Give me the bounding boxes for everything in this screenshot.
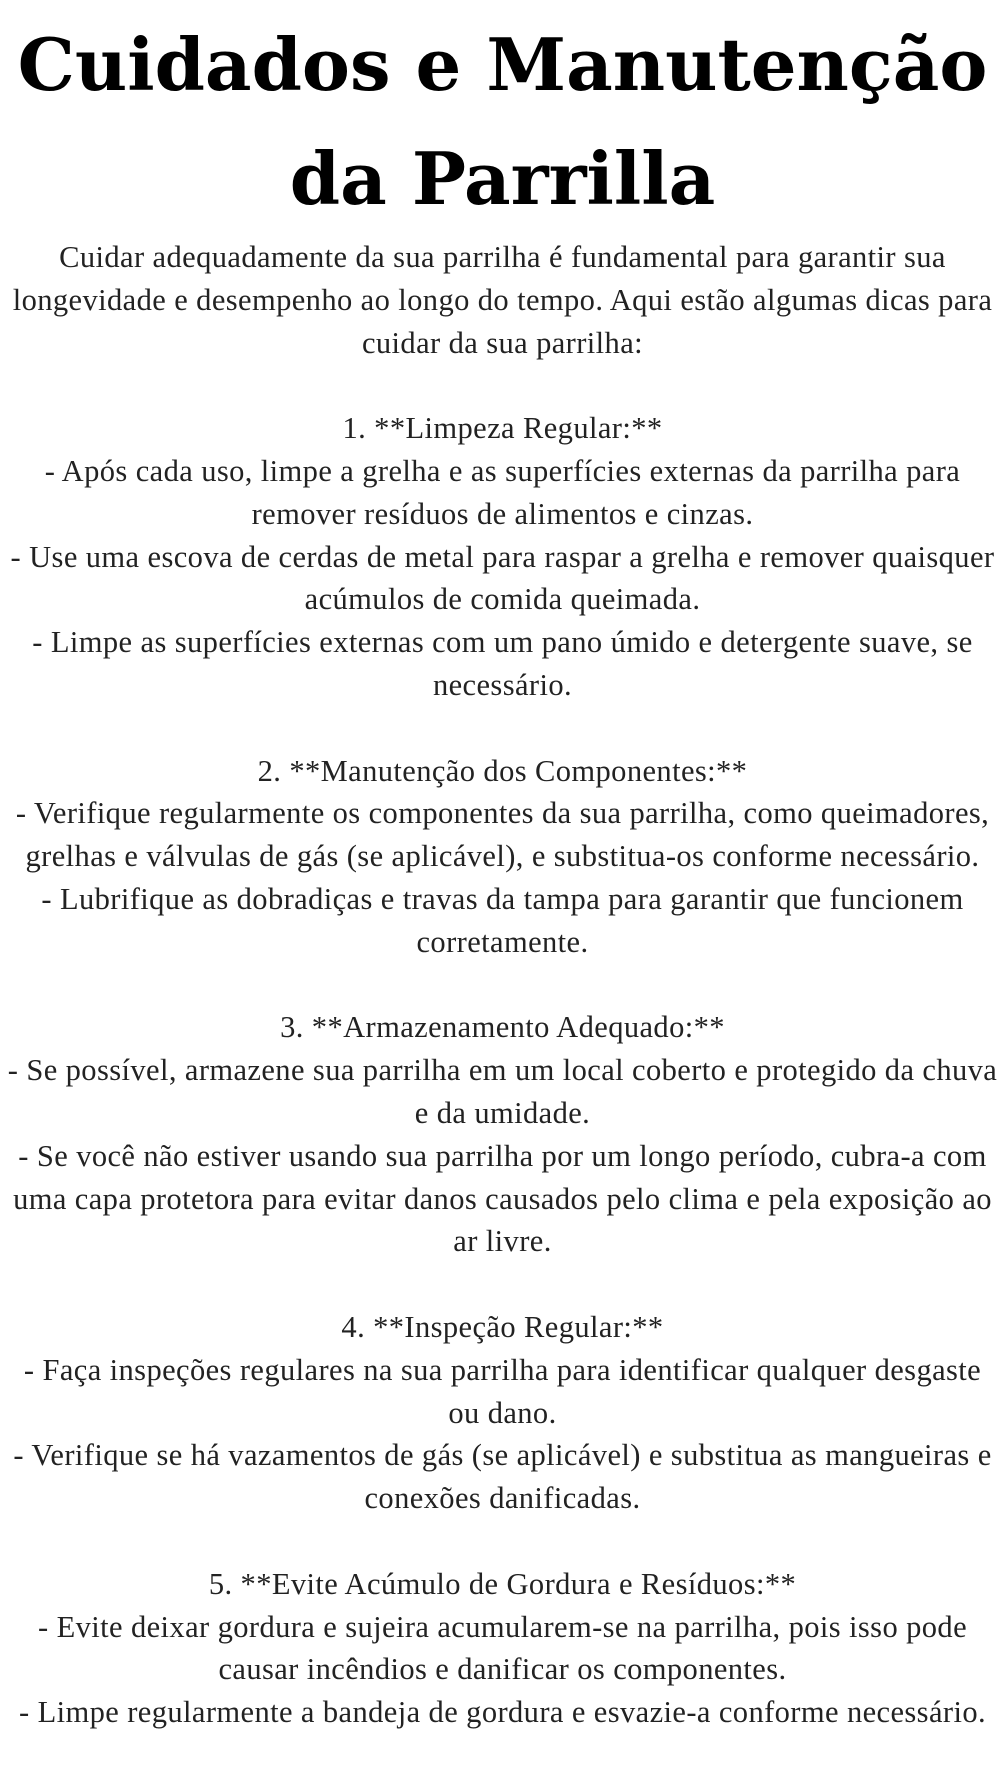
section-heading: 4. **Inspeção Regular:**	[341, 1309, 664, 1344]
list-item: - Evite deixar gordura e sujeira acumularem-se na parrilha, pois isso pode causar incêndios e danificar os componentes.	[37, 1609, 968, 1687]
list-item: - Lubrifique as dobradiças e travas da tampa para garantir que funcionem corretamente.	[41, 881, 964, 959]
section-gordura	[6, 1563, 999, 1734]
section-heading: 3. **Armazenamento Adequado:**	[280, 1010, 725, 1045]
section-limpeza	[6, 407, 999, 707]
document-title	[0, 0, 1005, 236]
list-item: - Após cada uso, limpe a grelha e as superfícies externas da parrilha para remover resíduos de alimentos e cinzas.	[44, 453, 961, 531]
section-heading: 2. **Manutenção dos Componentes:**	[257, 753, 748, 788]
list-item: - Limpe as superfícies externas com um pano úmido e detergente suave, se necessário.	[32, 625, 973, 702]
section-inspecao	[6, 1306, 999, 1520]
intro-paragraph: Cuidar adequadamente da sua parrilha é fundamental para garantir sua longevidade e desempenho ao longo do tempo. Aqui estão algumas dicas para cuidar da sua parrilha:	[12, 240, 993, 360]
section-heading: 5. **Evite Acúmulo de Gordura e Resíduos:**	[208, 1566, 797, 1601]
section-armazenamento	[6, 1006, 999, 1263]
title-line-1: Cuidados e Manutenção	[17, 22, 988, 107]
list-item: - Verifique se há vazamentos de gás (se aplicável) e substitua as mangueiras e conexões danificadas.	[13, 1438, 992, 1516]
title-line-2: da Parrilla	[289, 136, 716, 221]
list-item: - Se possível, armazene sua parrilha em um local coberto e protegido da chuva e da umidade.	[7, 1053, 998, 1130]
list-item: - Use uma escova de cerdas de metal para raspar a grelha e remover quaisquer acúmulos de comida queimada.	[10, 539, 995, 617]
document-body	[0, 236, 1005, 1734]
list-item: - Verifique regularmente os componentes da sua parrilha, como queimadores, grelhas e válvulas de gás (se aplicável), e substitua-os conforme necessário.	[15, 796, 990, 874]
section-heading: 1. **Limpeza Regular:**	[342, 411, 663, 446]
list-item: - Faça inspeções regulares na sua parrilha para identificar qualquer desgaste ou dano.	[23, 1352, 982, 1430]
section-manutencao	[6, 750, 999, 964]
list-item: - Se você não estiver usando sua parrilha por um longo período, cubra-a com uma capa protetora para evitar danos causados pelo clima e pela exposição ao ar livre.	[13, 1138, 992, 1259]
list-item: - Limpe regularmente a bandeja de gordura e esvazie-a conforme necessário.	[19, 1695, 986, 1730]
